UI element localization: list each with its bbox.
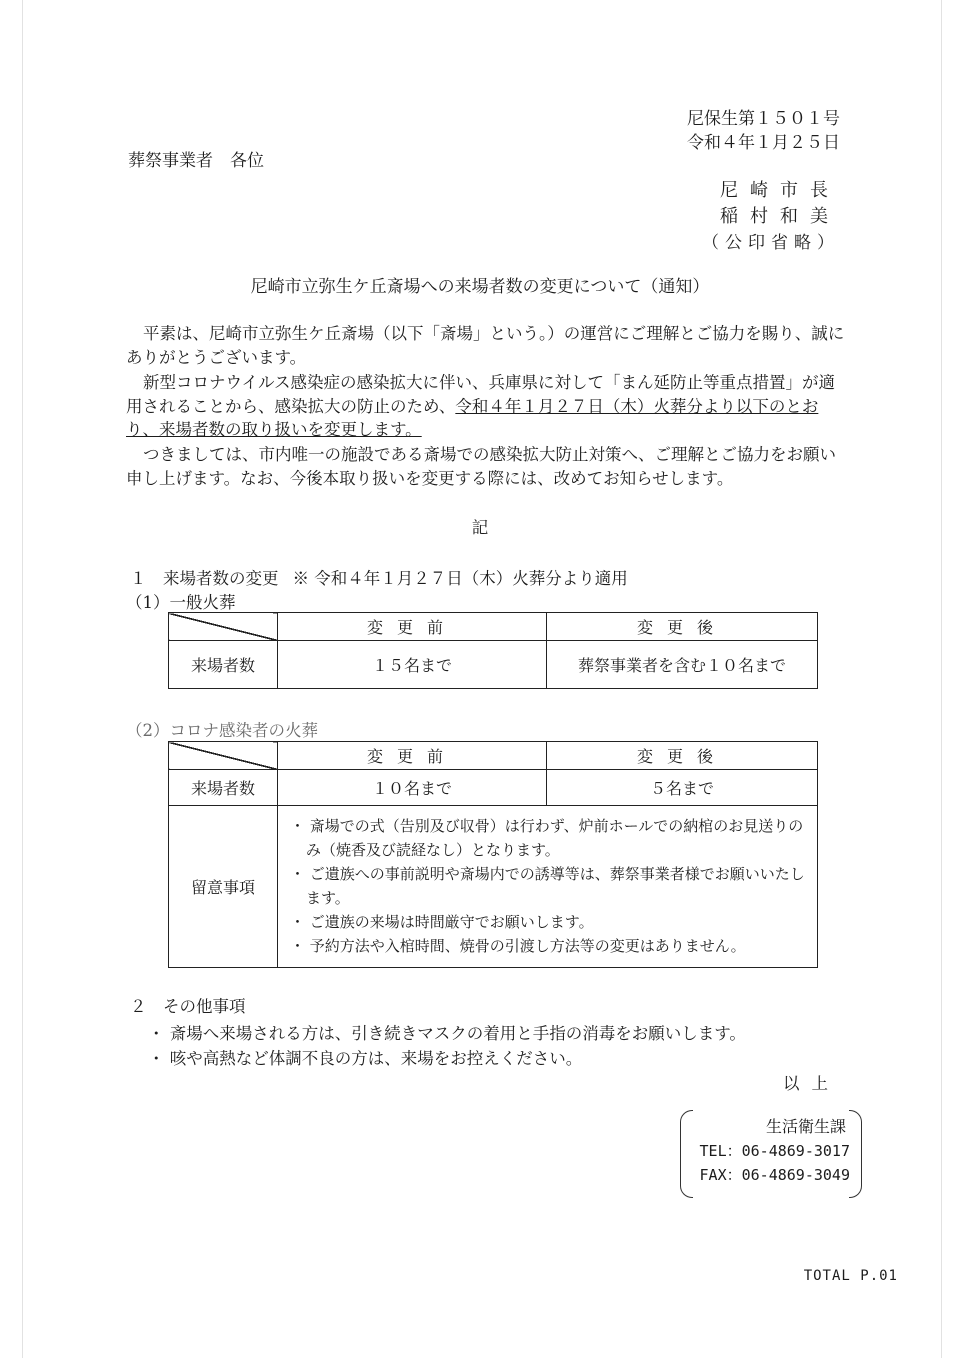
paragraph-change-notice [126,371,846,442]
note-item: ・ 予約方法や入棺時間、焼骨の引渡し方法等の変更はありません。 [290,937,746,955]
page-edge-left [22,0,23,1358]
contact-phone: TEL：06-4869-3017 [699,1142,850,1160]
column-header-after [547,742,818,770]
table-row [169,641,818,689]
section-1-title: １ 来場者数の変更 [130,569,279,588]
paragraph-greeting: 平素は、尼崎市立弥生ケ丘斎場（以下「斎場」という。）の運営にご理解とご協力を賜り、誠にありがとうございます。 [126,324,845,367]
table-general-cremation [168,612,818,689]
column-header-after [547,613,818,641]
change-notice-underlined: 令和４年１月２７日（木）火葬分より以下のとおり、来場者数の取り扱いを変更します。 [126,396,819,439]
note-item: ・ ご遺族の来場は時間厳守でお願いします。 [290,913,594,931]
subsection-1-title: （1）一般火葬 [126,593,236,612]
row-label-notes: 留意事項 [169,806,278,968]
table-covid-cremation [168,741,818,968]
change-notice-text: 新型コロナウイルス感染症の感染拡大に伴い、兵庫県に対して「まん延防止等重点措置」が適用されることから、感染拡大の防止のため、 [126,373,836,416]
bracket-left [680,1110,693,1198]
column-header-after-label: 変更後 [636,618,727,637]
ki-heading: 記 [471,518,489,537]
row-label-visitors: 来場者数 [169,641,278,689]
diagonal-corner-cell [169,742,278,770]
sender-title: 尼崎市長 [720,180,840,201]
table-row [169,770,818,806]
contact-box [680,1110,862,1196]
cell-after-value: ５名まで [547,770,818,806]
sender-name: 稲村和美 [720,206,840,227]
page-edge-right [941,0,942,1358]
cell-before-value: １５名まで [278,641,547,689]
column-header-before-label: 変更前 [366,747,457,766]
column-header-before [278,742,547,770]
table-row-notes [169,806,818,968]
closing-mark: 以上 [783,1074,840,1093]
recipient: 葬祭事業者 各位 [128,151,264,171]
cell-before-value: １０名まで [278,770,547,806]
section-2-heading: ２ その他事項 [130,997,246,1016]
paragraph-request: つきましては、市内唯一の施設である斎場での感染拡大防止対策へ、ご理解とご協力をお願い申し上げます。なお、今後本取り扱いを変更する際には、改めてお知らせします。 [126,445,836,488]
fax-total-pages: TOTAL P.01 [803,1268,898,1284]
contact-department: 生活衛生課 [765,1117,846,1136]
bracket-right [849,1110,862,1198]
notes-cell [278,806,818,968]
diagonal-corner-cell [169,613,278,641]
list-item: ・ 斎場へ来場される方は、引き続きマスクの着用と手指の消毒をお願いします。 [148,1024,746,1043]
column-header-after-label: 変更後 [636,747,727,766]
seal-omitted-note: （公印省略） [702,233,840,253]
table-header-row [169,742,818,770]
cell-after-value: 葬祭事業者を含む１０名まで [547,641,818,689]
note-item: ・ ご遺族への事前説明や斎場内での誘導等は、葬祭事業者様でお願いいたします。 [290,865,805,907]
section-1-note: ※ 令和４年１月２７日（木）火葬分より適用 [292,569,628,588]
document-title: 尼崎市立弥生ケ丘斎場への来場者数の変更について（通知） [250,277,710,297]
contact-fax: FAX：06-4869-3049 [699,1166,850,1184]
table-header-row [169,613,818,641]
column-header-before [278,613,547,641]
subsection-2-title: （2）コロナ感染者の火葬 [126,721,318,740]
note-item: ・ 斎場での式（告別及び収骨）は行わず、炉前ホールでの納棺のお見送りのみ（焼香及び読経なし）となります。 [290,817,804,859]
row-label-visitors: 来場者数 [169,770,278,806]
document-date: 令和４年１月２５日 [687,133,840,153]
list-item: ・ 咳や高熱など体調不良の方は、来場をお控えください。 [148,1049,583,1068]
section-1-heading [130,565,628,589]
document-number: 尼保生第１５０１号 [687,109,840,129]
column-header-before-label: 変更前 [366,618,457,637]
